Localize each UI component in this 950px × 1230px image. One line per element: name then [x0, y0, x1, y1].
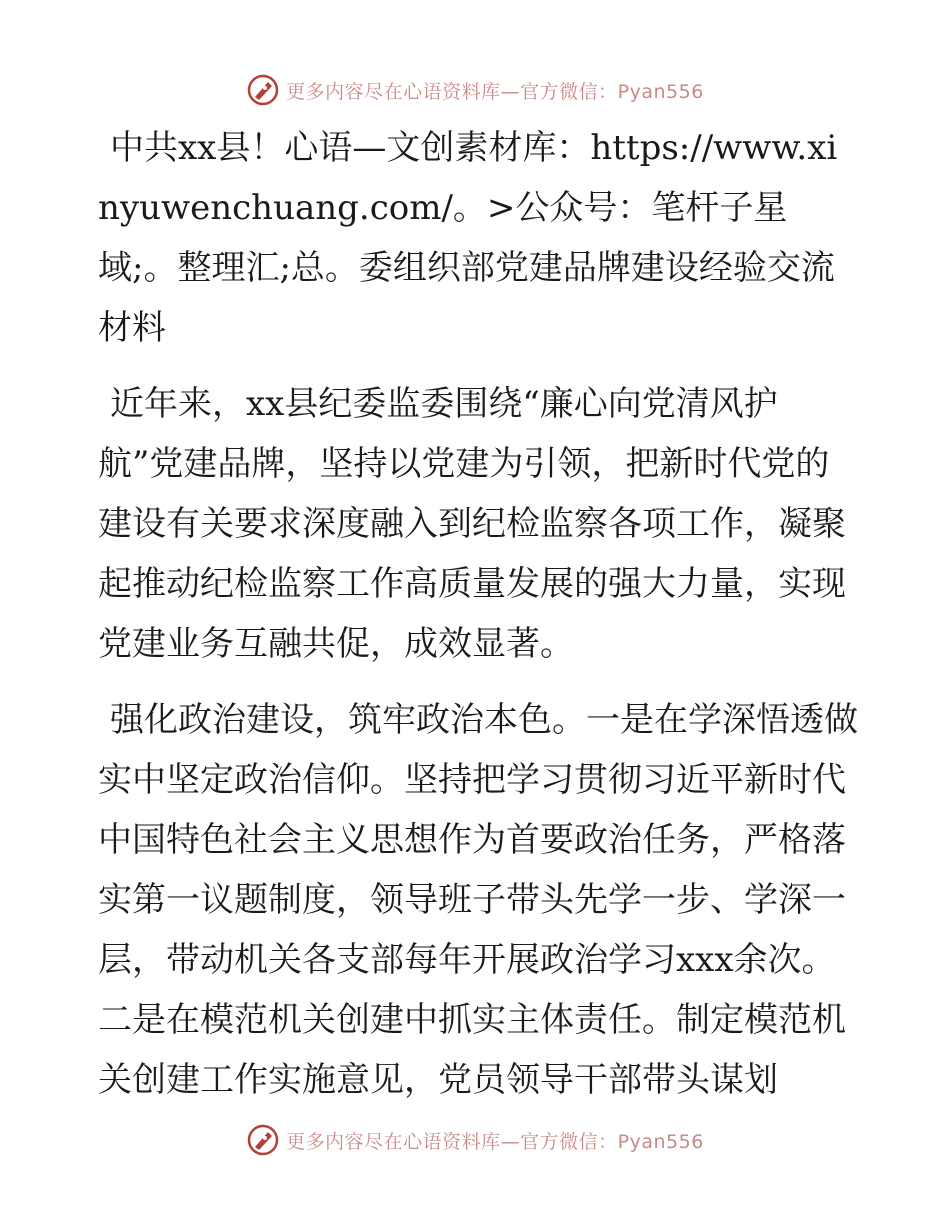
paragraph-intro: 近年来，xx县纪委监委围绕“廉心向党清风护航”党建品牌，坚持以党建为引领，把新时代党的建设有关要求深度融入到纪检监察各项工作，凝聚起推动纪检监察工作高质量发展的强大力量，实现党建业务互融共促，成效显著。	[98, 384, 846, 664]
watermark-banner-top	[0, 70, 950, 110]
watermark-text: 更多内容尽在心语资料库—官方微信：Pyan556	[286, 1130, 704, 1153]
paragraph-political-construction: 强化政治建设，筑牢政治本色。一是在学深悟透做实中坚定政治信仰。坚持把学习贯彻习近平新时代中国特色社会主义思想作为首要政治任务，严格落实第一议题制度，领导班子带头先学一步、学深一层，带动机关各支部每年开展政治学习xxx余次。二是在模范机关创建中抓实主体责任。制定模范机关创建工作实施意见，党员领导干部带头谋划	[98, 700, 858, 1100]
pen-nib-seal-logo-icon	[246, 73, 280, 107]
document-body	[98, 118, 858, 1110]
paragraph-title: 中共xx县！心语—文创素材库：https://www.xinyuwenchuang.com/。>公众号：笔杆子星域;。整理汇;总。委组织部党建品牌建设经验交流材料	[98, 128, 838, 348]
pen-nib-seal-logo-icon	[246, 1123, 280, 1157]
watermark-text: 更多内容尽在心语资料库—官方微信：Pyan556	[286, 80, 704, 103]
watermark-banner-bottom	[0, 1120, 950, 1160]
